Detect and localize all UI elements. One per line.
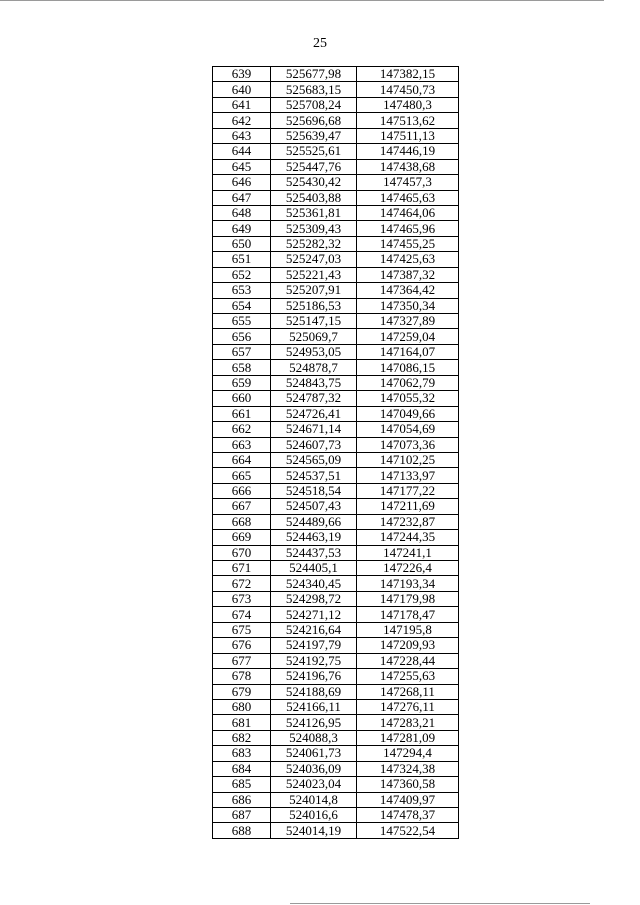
table-row: [213, 653, 459, 668]
point-number-cell: 674: [213, 607, 271, 622]
table-row: [213, 391, 459, 406]
y-coordinate-cell: 147327,89: [357, 314, 459, 329]
table-row: [213, 730, 459, 745]
x-coordinate-cell: 525708,24: [271, 97, 357, 112]
point-number-cell: 651: [213, 252, 271, 267]
point-number-cell: 668: [213, 514, 271, 529]
x-coordinate-cell: 525221,43: [271, 267, 357, 282]
table-row: [213, 252, 459, 267]
y-coordinate-cell: 147465,63: [357, 190, 459, 205]
table-row: [213, 67, 459, 82]
y-coordinate-cell: 147522,54: [357, 823, 459, 838]
x-coordinate-cell: 524405,1: [271, 561, 357, 576]
x-coordinate-cell: 524192,75: [271, 653, 357, 668]
x-coordinate-cell: 524014,8: [271, 792, 357, 807]
y-coordinate-cell: 147268,11: [357, 684, 459, 699]
point-number-cell: 661: [213, 406, 271, 421]
x-coordinate-cell: 524507,43: [271, 499, 357, 514]
x-coordinate-cell: 524437,53: [271, 545, 357, 560]
point-number-cell: 678: [213, 669, 271, 684]
x-coordinate-cell: 524166,11: [271, 699, 357, 714]
y-coordinate-cell: 147232,87: [357, 514, 459, 529]
point-number-cell: 675: [213, 622, 271, 637]
y-coordinate-cell: 147211,69: [357, 499, 459, 514]
x-coordinate-cell: 525677,98: [271, 67, 357, 82]
x-coordinate-cell: 525147,15: [271, 314, 357, 329]
table-row: [213, 514, 459, 529]
y-coordinate-cell: 147209,93: [357, 638, 459, 653]
point-number-cell: 681: [213, 715, 271, 730]
x-coordinate-cell: 524023,04: [271, 777, 357, 792]
x-coordinate-cell: 524196,76: [271, 669, 357, 684]
point-number-cell: 683: [213, 746, 271, 761]
x-coordinate-cell: 525207,91: [271, 283, 357, 298]
x-coordinate-cell: 524607,73: [271, 437, 357, 452]
y-coordinate-cell: 147360,58: [357, 777, 459, 792]
y-coordinate-cell: 147193,34: [357, 576, 459, 591]
point-number-cell: 650: [213, 236, 271, 251]
point-number-cell: 659: [213, 375, 271, 390]
y-coordinate-cell: 147513,62: [357, 113, 459, 128]
y-coordinate-cell: 147255,63: [357, 669, 459, 684]
table-row: [213, 314, 459, 329]
x-coordinate-cell: 524088,3: [271, 730, 357, 745]
y-coordinate-cell: 147179,98: [357, 591, 459, 606]
table-row: [213, 344, 459, 359]
y-coordinate-cell: 147294,4: [357, 746, 459, 761]
y-coordinate-cell: 147226,4: [357, 561, 459, 576]
scan-edge-top: [0, 0, 604, 1]
table-row: [213, 746, 459, 761]
table-row: [213, 221, 459, 236]
y-coordinate-cell: 147133,97: [357, 468, 459, 483]
x-coordinate-cell: 524126,95: [271, 715, 357, 730]
x-coordinate-cell: 525430,42: [271, 175, 357, 190]
coordinates-table: [212, 66, 459, 839]
table-row: [213, 375, 459, 390]
point-number-cell: 643: [213, 128, 271, 143]
table-row: [213, 283, 459, 298]
table-row: [213, 684, 459, 699]
x-coordinate-cell: 524271,12: [271, 607, 357, 622]
x-coordinate-cell: 524843,75: [271, 375, 357, 390]
table-row: [213, 82, 459, 97]
point-number-cell: 647: [213, 190, 271, 205]
x-coordinate-cell: 525186,53: [271, 298, 357, 313]
point-number-cell: 667: [213, 499, 271, 514]
x-coordinate-cell: 524726,41: [271, 406, 357, 421]
point-number-cell: 657: [213, 344, 271, 359]
point-number-cell: 642: [213, 113, 271, 128]
point-number-cell: 639: [213, 67, 271, 82]
x-coordinate-cell: 524671,14: [271, 422, 357, 437]
y-coordinate-cell: 147049,66: [357, 406, 459, 421]
table-row: [213, 452, 459, 467]
x-coordinate-cell: 524298,72: [271, 591, 357, 606]
x-coordinate-cell: 524340,45: [271, 576, 357, 591]
x-coordinate-cell: 525403,88: [271, 190, 357, 205]
x-coordinate-cell: 524787,32: [271, 391, 357, 406]
y-coordinate-cell: 147086,15: [357, 360, 459, 375]
y-coordinate-cell: 147102,25: [357, 452, 459, 467]
point-number-cell: 688: [213, 823, 271, 838]
table-row: [213, 205, 459, 220]
y-coordinate-cell: 147241,1: [357, 545, 459, 560]
table-row: [213, 699, 459, 714]
x-coordinate-cell: 524016,6: [271, 808, 357, 823]
y-coordinate-cell: 147438,68: [357, 159, 459, 174]
point-number-cell: 640: [213, 82, 271, 97]
table-row: [213, 545, 459, 560]
table-row: [213, 128, 459, 143]
point-number-cell: 682: [213, 730, 271, 745]
table-row: [213, 422, 459, 437]
y-coordinate-cell: 147382,15: [357, 67, 459, 82]
table-row: [213, 437, 459, 452]
x-coordinate-cell: 524518,54: [271, 483, 357, 498]
point-number-cell: 687: [213, 808, 271, 823]
y-coordinate-cell: 147283,21: [357, 715, 459, 730]
table-row: [213, 715, 459, 730]
y-coordinate-cell: 147350,34: [357, 298, 459, 313]
x-coordinate-cell: 525247,03: [271, 252, 357, 267]
point-number-cell: 672: [213, 576, 271, 591]
point-number-cell: 665: [213, 468, 271, 483]
x-coordinate-cell: 524036,09: [271, 761, 357, 776]
y-coordinate-cell: 147478,37: [357, 808, 459, 823]
point-number-cell: 669: [213, 530, 271, 545]
y-coordinate-cell: 147457,3: [357, 175, 459, 190]
y-coordinate-cell: 147465,96: [357, 221, 459, 236]
point-number-cell: 663: [213, 437, 271, 452]
x-coordinate-cell: 524537,51: [271, 468, 357, 483]
table-row: [213, 190, 459, 205]
table-row: [213, 808, 459, 823]
table-row: [213, 622, 459, 637]
scan-edge-bottom: [290, 903, 590, 904]
table-row: [213, 97, 459, 112]
x-coordinate-cell: 524463,19: [271, 530, 357, 545]
table-row: [213, 360, 459, 375]
table-row: [213, 777, 459, 792]
y-coordinate-cell: 147228,44: [357, 653, 459, 668]
table-row: [213, 669, 459, 684]
table-row: [213, 499, 459, 514]
x-coordinate-cell: 525309,43: [271, 221, 357, 236]
table-row: [213, 591, 459, 606]
point-number-cell: 656: [213, 329, 271, 344]
point-number-cell: 641: [213, 97, 271, 112]
y-coordinate-cell: 147464,06: [357, 205, 459, 220]
page-number: 25: [313, 36, 327, 51]
point-number-cell: 664: [213, 452, 271, 467]
table-row: [213, 823, 459, 838]
point-number-cell: 686: [213, 792, 271, 807]
x-coordinate-cell: 524565,09: [271, 452, 357, 467]
x-coordinate-cell: 525282,32: [271, 236, 357, 251]
y-coordinate-cell: 147409,97: [357, 792, 459, 807]
x-coordinate-cell: 524197,79: [271, 638, 357, 653]
y-coordinate-cell: 147364,42: [357, 283, 459, 298]
x-coordinate-cell: 524216,64: [271, 622, 357, 637]
point-number-cell: 653: [213, 283, 271, 298]
y-coordinate-cell: 147324,38: [357, 761, 459, 776]
y-coordinate-cell: 147062,79: [357, 375, 459, 390]
x-coordinate-cell: 524188,69: [271, 684, 357, 699]
y-coordinate-cell: 147446,19: [357, 144, 459, 159]
y-coordinate-cell: 147259,04: [357, 329, 459, 344]
point-number-cell: 662: [213, 422, 271, 437]
coordinates-table-body: [213, 67, 459, 839]
table-row: [213, 236, 459, 251]
table-row: [213, 792, 459, 807]
point-number-cell: 660: [213, 391, 271, 406]
y-coordinate-cell: 147177,22: [357, 483, 459, 498]
x-coordinate-cell: 525639,47: [271, 128, 357, 143]
table-row: [213, 561, 459, 576]
point-number-cell: 645: [213, 159, 271, 174]
x-coordinate-cell: 524953,05: [271, 344, 357, 359]
point-number-cell: 676: [213, 638, 271, 653]
x-coordinate-cell: 525525,61: [271, 144, 357, 159]
x-coordinate-cell: 525069,7: [271, 329, 357, 344]
x-coordinate-cell: 524014,19: [271, 823, 357, 838]
table-row: [213, 159, 459, 174]
table-row: [213, 175, 459, 190]
y-coordinate-cell: 147244,35: [357, 530, 459, 545]
point-number-cell: 649: [213, 221, 271, 236]
table-row: [213, 638, 459, 653]
point-number-cell: 655: [213, 314, 271, 329]
y-coordinate-cell: 147387,32: [357, 267, 459, 282]
table-row: [213, 607, 459, 622]
table-row: [213, 144, 459, 159]
point-number-cell: 652: [213, 267, 271, 282]
point-number-cell: 685: [213, 777, 271, 792]
x-coordinate-cell: 525447,76: [271, 159, 357, 174]
x-coordinate-cell: 524878,7: [271, 360, 357, 375]
y-coordinate-cell: 147480,3: [357, 97, 459, 112]
x-coordinate-cell: 525361,81: [271, 205, 357, 220]
point-number-cell: 670: [213, 545, 271, 560]
y-coordinate-cell: 147054,69: [357, 422, 459, 437]
y-coordinate-cell: 147276,11: [357, 699, 459, 714]
point-number-cell: 644: [213, 144, 271, 159]
y-coordinate-cell: 147195,8: [357, 622, 459, 637]
x-coordinate-cell: 525683,15: [271, 82, 357, 97]
table-row: [213, 576, 459, 591]
table-row: [213, 468, 459, 483]
x-coordinate-cell: 524061,73: [271, 746, 357, 761]
table-row: [213, 761, 459, 776]
x-coordinate-cell: 525696,68: [271, 113, 357, 128]
x-coordinate-cell: 524489,66: [271, 514, 357, 529]
table-row: [213, 267, 459, 282]
point-number-cell: 677: [213, 653, 271, 668]
point-number-cell: 648: [213, 205, 271, 220]
point-number-cell: 654: [213, 298, 271, 313]
y-coordinate-cell: 147450,73: [357, 82, 459, 97]
y-coordinate-cell: 147455,25: [357, 236, 459, 251]
point-number-cell: 680: [213, 699, 271, 714]
table-row: [213, 329, 459, 344]
y-coordinate-cell: 147055,32: [357, 391, 459, 406]
table-row: [213, 298, 459, 313]
table-row: [213, 113, 459, 128]
y-coordinate-cell: 147281,09: [357, 730, 459, 745]
point-number-cell: 679: [213, 684, 271, 699]
y-coordinate-cell: 147178,47: [357, 607, 459, 622]
y-coordinate-cell: 147425,63: [357, 252, 459, 267]
point-number-cell: 658: [213, 360, 271, 375]
y-coordinate-cell: 147164,07: [357, 344, 459, 359]
table-row: [213, 530, 459, 545]
table-row: [213, 406, 459, 421]
point-number-cell: 684: [213, 761, 271, 776]
point-number-cell: 666: [213, 483, 271, 498]
point-number-cell: 646: [213, 175, 271, 190]
y-coordinate-cell: 147073,36: [357, 437, 459, 452]
table-row: [213, 483, 459, 498]
point-number-cell: 671: [213, 561, 271, 576]
y-coordinate-cell: 147511,13: [357, 128, 459, 143]
point-number-cell: 673: [213, 591, 271, 606]
